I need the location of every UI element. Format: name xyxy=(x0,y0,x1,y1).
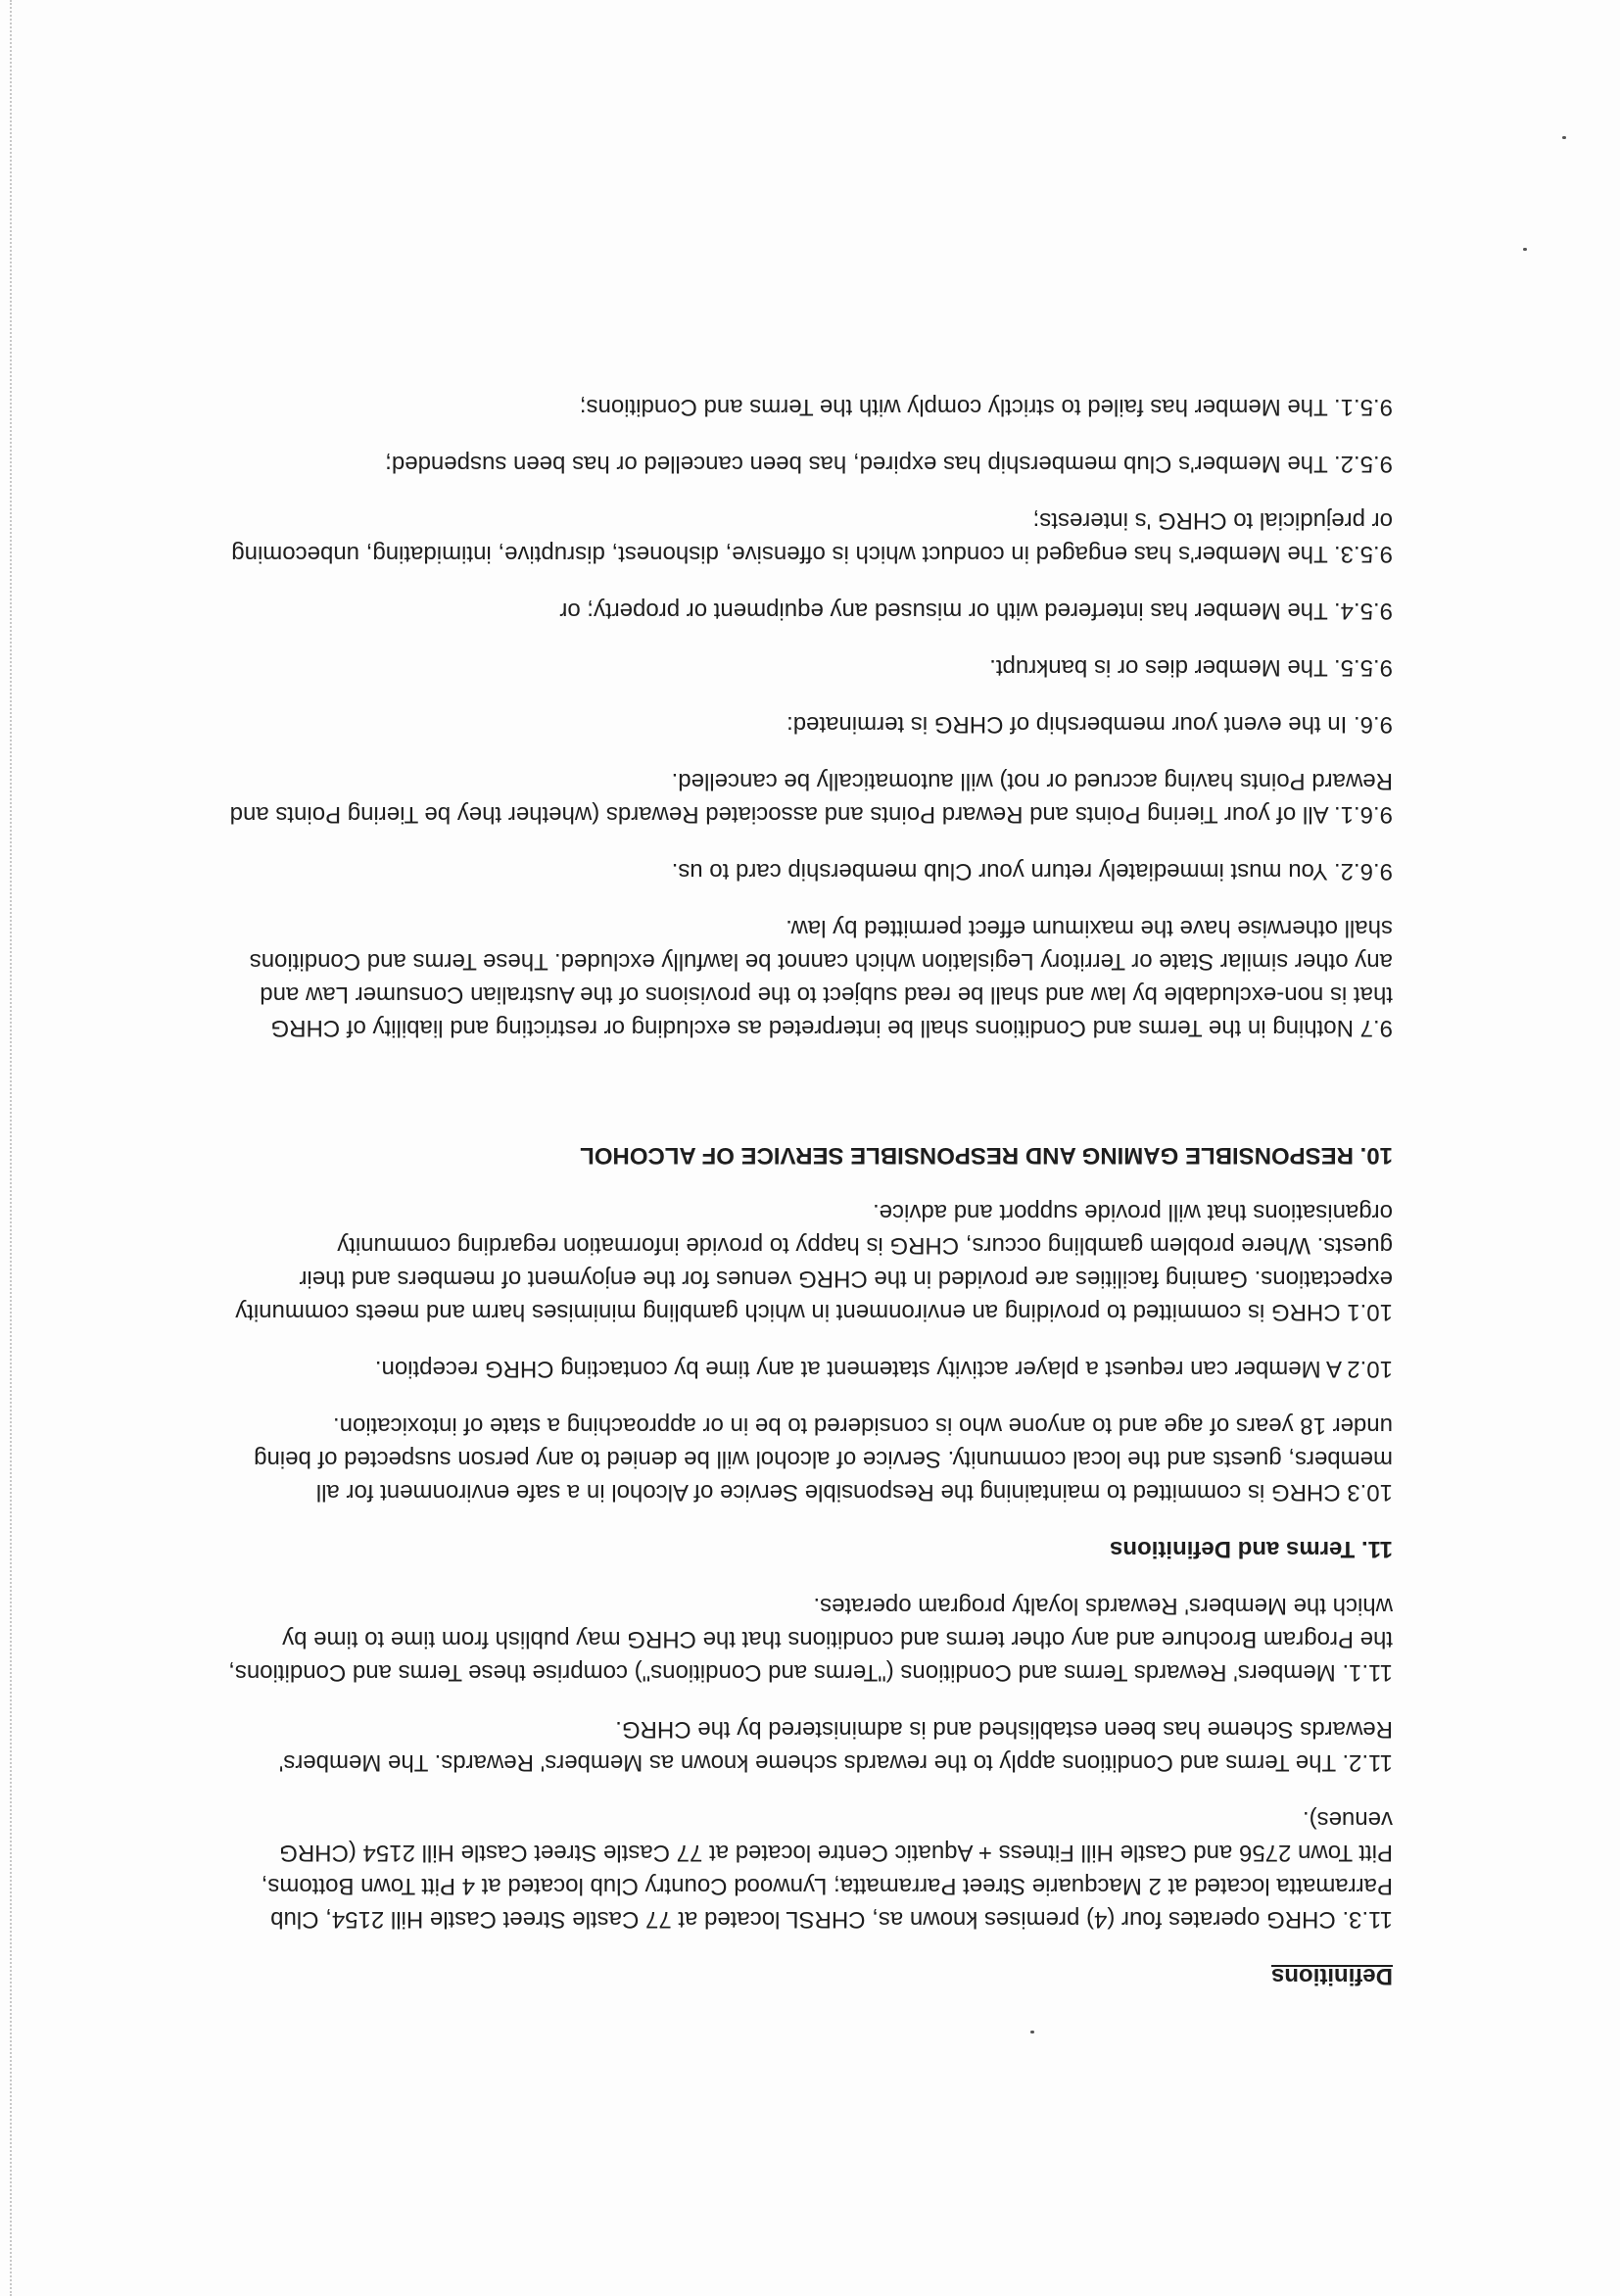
paragraph-10-2: 10.2 A Member can request a player activity statement at any time by contacting CHRG reception. xyxy=(374,1356,1393,1382)
scan-speck xyxy=(1562,136,1566,139)
paragraph-9-6-1: 9.6.1. All of your Tiering Points and Reward Points and associated Rewards (whether they be Tiering Points and Reward Points having accrued or not) will automatically be cancelled. xyxy=(229,768,1393,828)
page-content xyxy=(227,366,1393,1992)
section-heading-11: 11. Terms and Definitions xyxy=(1110,1536,1393,1562)
paragraph-9-6: 9.6. In the event your membership of CHRG is terminated: xyxy=(786,711,1393,738)
paragraph-11-2: 11.2. The Terms and Conditions apply to the rewards scheme known as Members' Rewards. The Members' Rewards Scheme has been established and is administered by the CHRG. xyxy=(278,1716,1393,1776)
paragraph-10-3: 10.3 CHRG is committed to maintaining the Responsible Service of Alcohol in a safe environment for all members, guests and the local community. Service of alcohol will be denied to any person suspected of being under 18 years of age and to anyone who is considered to be in or approaching a state of intoxication. xyxy=(254,1412,1393,1506)
paragraph-9-5-3: 9.5.3. The Member's has engaged in conduct which is offensive, dishonest, disruptive, intimidating, unbecoming or prejudicial to CHRG 's interests; xyxy=(231,507,1393,567)
definitions-heading: Definitions xyxy=(1271,1963,1393,1989)
section-gap xyxy=(227,1044,1393,1115)
paragraph-9-6-2: 9.6.2. You must immediately return your Club membership card to us. xyxy=(671,858,1393,885)
paragraph-9-5-4: 9.5.4. The Member has interfered with or misused any equipment or property; or xyxy=(559,598,1393,624)
paragraph-9-5-5: 9.5.5. The Member dies or is bankrupt. xyxy=(989,654,1393,681)
paragraph-9-7: 9.7 Nothing in the Terms and Conditions shall be interpreted as excluding or restricting and liability of CHRG that is non-excludable by law and shall be read subject to the provisions of the Australian Consumer Law and any other similar State or Territory Legislation which cannot be lawfully excluded. These Terms and Conditions shall otherwise have the maximum effect permitted by law. xyxy=(249,915,1393,1041)
paragraph-9-5-2: 9.5.2. The Member's Club membership has expired, has been cancelled or has been suspended; xyxy=(385,451,1393,477)
paragraph-10-1: 10.1 CHRG is committed to providing an environment in which gambling minimises harm and meets community expectations. Gaming facilities are provided in the CHRG venues for the enjoyment of members and their guests. Where problem gambling occurs, CHRG is happy to provide information regarding community organisations that will provide support and advice. xyxy=(235,1199,1393,1325)
paragraph-9-5-1: 9.5.1. The Member has failed to strictly comply with the Terms and Conditions; xyxy=(579,394,1393,420)
section-heading-10: 10. RESPONSIBLE GAMING AND RESPONSIBLE SERVICE OF ALCOHOL xyxy=(580,1142,1393,1169)
binding-edge xyxy=(10,0,14,2296)
paragraph-11-3: 11.3. CHRG operates four (4) premises known as, CHRSL located at 77 Castle Street Castle Hill 2154, Club Parramatta located at 2 Macquarie Street Parramatta; Lynwood Country Club located at 4 Pitt Town Bottoms, Pitt Town 2756 and Castle Hill Fitness + Aquatic Centre located at 77 Castle Street Castle Hill 2154 (CHRG venues). xyxy=(261,1806,1393,1933)
scan-speck xyxy=(1523,248,1527,251)
scan-speck xyxy=(1030,2031,1034,2033)
paragraph-11-1: 11.1. Members' Rewards Terms and Conditions ("Terms and Conditions") comprise these Terms and Conditions, the Program Brochure and any other terms and conditions that the CHRG may publish from time to time by which the Members' Rewards loyalty program operates. xyxy=(228,1593,1393,1686)
